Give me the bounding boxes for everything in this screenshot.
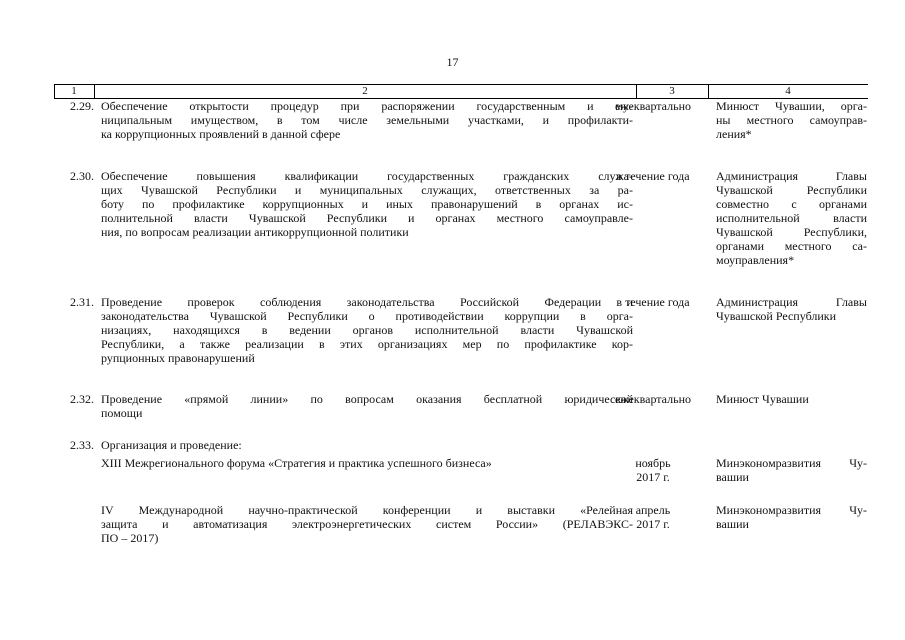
description-line: Обеспечение повышения квалификации государственных гражданских служа-	[101, 169, 633, 183]
responsible-line: ны местного самоуправ-	[716, 113, 867, 127]
row-term	[597, 392, 709, 406]
row-responsible	[716, 392, 867, 406]
row-number: 2.32.	[70, 392, 94, 406]
row-description	[101, 99, 633, 141]
responsible-line: Минюст Чувашии, орга-	[716, 99, 867, 113]
description-line: ниципальным имуществом, в том числе земельными участками, и профилакти-	[101, 113, 633, 127]
row-term	[597, 99, 709, 113]
row-number: 2.33.	[70, 438, 94, 452]
row-description	[101, 503, 633, 545]
responsible-line: моуправления*	[716, 253, 795, 267]
row-description	[101, 392, 633, 420]
row-term	[597, 456, 709, 484]
responsible-line: органами местного са-	[716, 239, 867, 253]
header-col-1: 1	[71, 85, 77, 97]
responsible-line: Чувашской Республики,	[716, 225, 867, 239]
description-line: боту по профилактике коррупционных и иных правонарушений в органах ис-	[101, 197, 633, 211]
term-line: в течение года	[616, 295, 690, 309]
description-line: ка коррупционных проявлений в данной сфере	[101, 127, 341, 141]
responsible-line: Минэкономразвития Чу-	[716, 503, 867, 517]
term-line: в течение года	[616, 169, 690, 183]
term-line: ноябрь	[635, 456, 671, 470]
description-line: Республики, а также реализации в этих организациях мер по профилактике кор-	[101, 337, 633, 351]
description-line: XIII Межрегионального форума «Стратегия и практика успешного бизнеса»	[101, 456, 492, 470]
description-line: ния, по вопросам реализации антикоррупционной политики	[101, 225, 409, 239]
responsible-line: совместно с органами	[716, 197, 867, 211]
description-line: Проведение проверок соблюдения законодательства Российской Федерации и	[101, 295, 633, 309]
description-line: законодательства Чувашской Республики о противодействии коррупции в орга-	[101, 309, 633, 323]
responsible-line: Чувашской Республики	[716, 309, 837, 323]
row-description	[101, 295, 633, 365]
row-number: 2.30.	[70, 169, 94, 183]
responsible-line: Администрация Главы	[716, 295, 867, 309]
row-term	[597, 169, 709, 183]
description-line: IV Международной научно-практической конференции и выставки «Релейная	[101, 503, 633, 517]
responsible-line: исполнительной власти	[716, 211, 867, 225]
row-term	[597, 503, 709, 531]
page-number: 17	[446, 55, 459, 69]
description-line: Обеспечение открытости процедур при распоряжении государственным и му-	[101, 99, 633, 113]
description-line: Организация и проведение:	[101, 438, 242, 452]
description-line: рупционных правонарушений	[101, 351, 255, 365]
responsible-line: вашии	[716, 470, 749, 484]
row-description	[101, 456, 633, 470]
row-responsible	[716, 456, 867, 484]
row-responsible	[716, 99, 867, 141]
term-line: 2017 г.	[636, 470, 670, 484]
row-responsible	[716, 503, 867, 531]
description-line: ПО – 2017)	[101, 531, 159, 545]
responsible-line: Минюст Чувашии	[716, 392, 809, 406]
description-line: защита и автоматизация электроэнергетических систем России» (РЕЛАВЭКС-	[101, 517, 633, 531]
row-responsible	[716, 169, 867, 267]
row-responsible	[716, 295, 867, 323]
header-col-3: 3	[669, 85, 675, 97]
header-col-2: 2	[362, 85, 368, 97]
responsible-line: Администрация Главы	[716, 169, 867, 183]
description-line: полнительной власти Чувашской Республики и органах местного самоуправле-	[101, 211, 633, 225]
description-line: Проведение «прямой линии» по вопросам оказания бесплатной юридической	[101, 392, 633, 406]
header-col-4: 4	[785, 85, 791, 97]
term-line: ежеквартально	[615, 392, 691, 406]
row-number: 2.31.	[70, 295, 94, 309]
description-line: щих Чувашской Республики и муниципальных служащих, ответственных за ра-	[101, 183, 633, 197]
responsible-line: вашии	[716, 517, 749, 531]
table-header	[54, 84, 868, 99]
description-line: помощи	[101, 406, 143, 420]
responsible-line: Минэкономразвития Чу-	[716, 456, 867, 470]
row-description	[101, 169, 633, 239]
description-line: низациях, находящихся в ведении органов исполнительной власти Чувашской	[101, 323, 633, 337]
row-number: 2.29.	[70, 99, 94, 113]
responsible-line: ления*	[716, 127, 752, 141]
row-description	[101, 438, 633, 452]
row-term	[597, 295, 709, 309]
term-line: ежеквартально	[615, 99, 691, 113]
term-line: 2017 г.	[636, 517, 670, 531]
term-line: апрель	[635, 503, 671, 517]
responsible-line: Чувашской Республики	[716, 183, 867, 197]
